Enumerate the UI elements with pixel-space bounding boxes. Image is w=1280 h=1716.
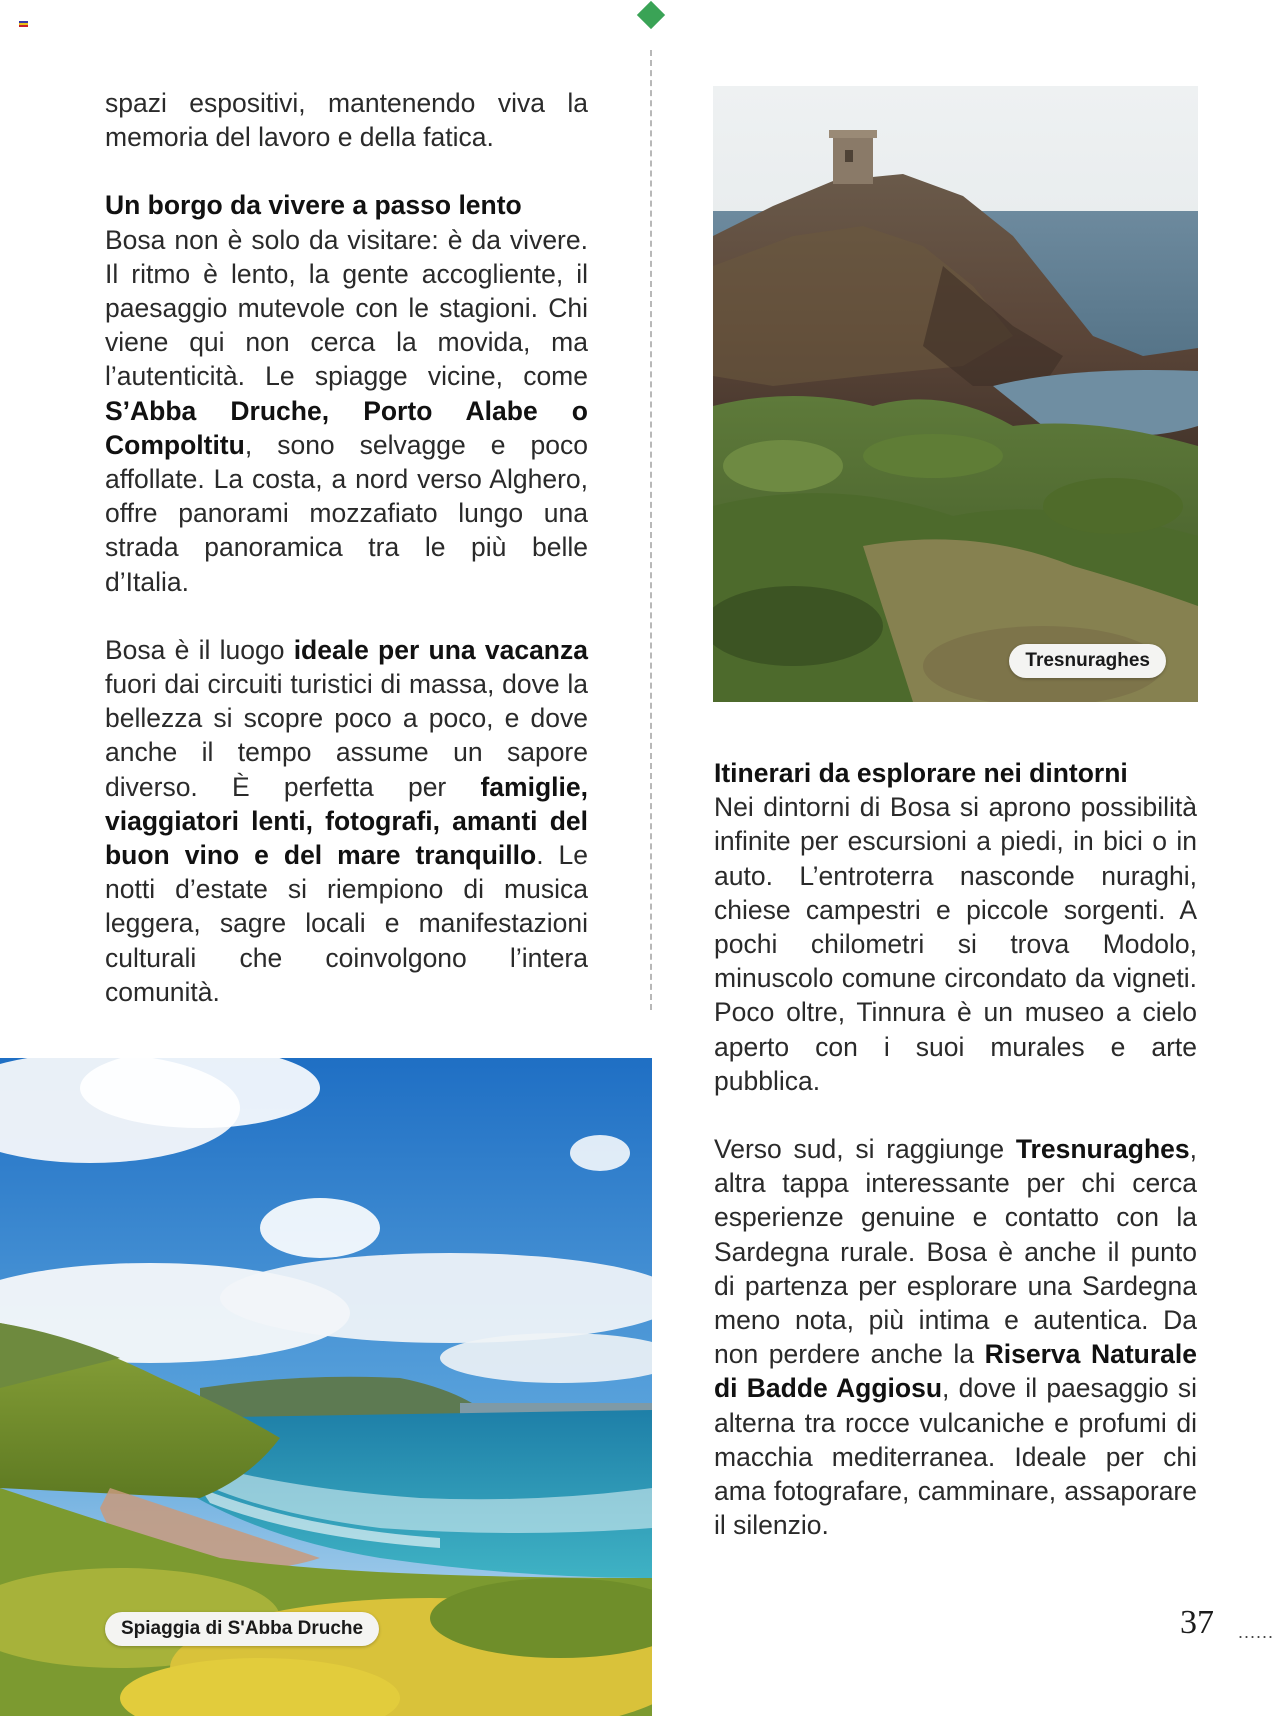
paragraph-verso-sud: Verso sud, si raggiunge Tresnuraghes, altra tappa interessante per chi cerca esperienze genuine e contatto con la Sardegna rurale. Bosa è anche il punto di partenza per esplorare una Sardegna meno nota, più intima e autentica. Da non perdere anche la Riserva Naturale di Badde Aggiosu, dove il paesaggio si alterna tra rocce vulcaniche e profumi di macchia mediterranea. Ideale per chi ama fotografare, camminare, assaporare il silenzio.: [714, 1134, 1197, 1541]
paragraph-dintorni: Nei dintorni di Bosa si aprono possibilità infinite per escursioni a piedi, in bici o in auto. L’entroterra nasconde nuraghi, chiese campestri e piccole sorgenti. A pochi chilometri si trova Modolo, minuscolo comune circondato da vigneti. Poco oltre, Tinnura è un museo a cielo aperto con i suoi murales e arte pubblica.: [714, 792, 1197, 1096]
photo-sabba-druche-beach: [0, 1058, 652, 1716]
photo-tresnuraghes-tower: [713, 86, 1198, 702]
right-column: [714, 756, 1197, 1542]
paragraph-borgo: Bosa non è solo da visitare: è da vivere. Il ritmo è lento, la gente accogliente, il paesaggio mutevole con le stagioni. Chi viene qui non cerca la movida, ma l’autenticità. Le spiagge vicine, come S’Abba Druche, Porto Alabe o Compoltitu, sono selvagge e poco affollate. La costa, a nord verso Alghero, offre panorami mozzafiato lungo una strada panoramica tra le più belle d’Italia.: [105, 224, 588, 597]
photo-caption-sabba-druche: Spiaggia di S'Abba Druche: [105, 1612, 379, 1646]
flag-icon: [19, 21, 28, 27]
page-number: 37: [1180, 1604, 1214, 1641]
photo-caption-tresnuraghes: Tresnuraghes: [1009, 644, 1166, 678]
section-heading-borgo: Un borgo da vivere a passo lento: [105, 190, 522, 221]
left-column: [105, 86, 588, 1009]
diamond-ornament: [637, 1, 665, 29]
column-divider: [650, 50, 652, 1010]
section-heading-itinerari: Itinerari da esplorare nei dintorni: [714, 758, 1128, 788]
intro-paragraph: spazi espositivi, mantenendo viva la memoria del lavoro e della fatica.: [105, 88, 588, 153]
page-number-dots: ......: [1238, 1622, 1275, 1642]
paragraph-vacanza: Bosa è il luogo ideale per una vacanza fuori dai circuiti turistici di massa, dove la bellezza si scopre poco a poco, e dove anche il tempo assume un sapore diverso. È perfetta per famiglie, viaggiatori lenti, fotografi, amanti del buon vino e del mare tranquillo. Le notti d’estate si riempiono di musica leggera, sagre locali e manifestazioni culturali che coinvolgono l’intera comunità.: [105, 634, 588, 1007]
